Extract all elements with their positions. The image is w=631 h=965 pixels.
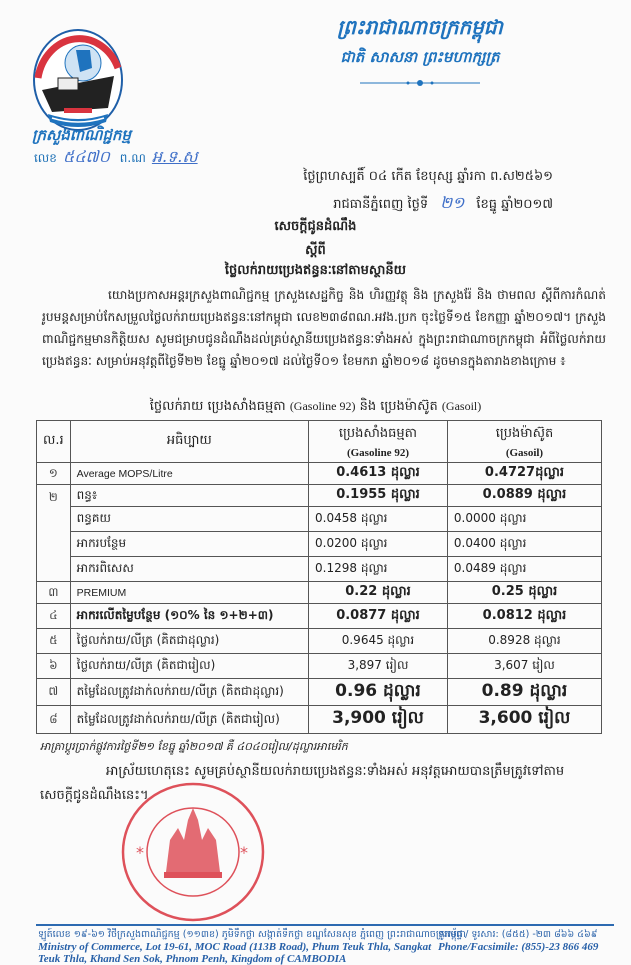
row-gasoil: 0.0400 ដុល្លារ: [447, 532, 601, 557]
footer-divider: [36, 924, 614, 926]
ref-suffix-label: ព.ណ: [119, 151, 146, 165]
row-gasoil: 3,600 រៀល: [447, 706, 601, 734]
row-gasoil: 0.0489 ដុល្លារ: [447, 557, 601, 582]
row-gasoil: 0.0000 ដុល្លារ: [447, 507, 601, 532]
header-gasoil-kh: ប្រេងម៉ាស៊ូត: [495, 425, 554, 441]
caption-gasoil-en: (Gasoil): [441, 399, 482, 413]
row-gasoline: 0.96 ដុល្លារ: [309, 679, 448, 706]
row-desc: តម្លៃដែលត្រូវដាក់លក់រាយ/លីត្រ (គិតជាដុល្លារ): [70, 679, 308, 706]
row-gasoline: 0.4613 ដុល្លារ: [309, 463, 448, 485]
row-gasoline: 0.0200 ដុល្លារ: [309, 532, 448, 557]
place-day-label: រាជធានីភ្នំពេញ ថ្ងៃទី: [333, 197, 429, 212]
row-gasoline: 3,897 រៀល: [309, 654, 448, 679]
row-gasoil: 0.25 ដុល្លារ: [447, 582, 601, 604]
row-gasoline: 0.0877 ដុល្លារ: [309, 604, 448, 629]
row-no: ៣: [37, 582, 71, 604]
ref-label: លេខ: [34, 151, 57, 165]
row-gasoline: 0.22 ដុល្លារ: [309, 582, 448, 604]
kingdom-heading: ព្រះរាជាណាចក្រកម្ពុជា: [337, 15, 503, 39]
reference-number: [34, 146, 204, 170]
caption-gasoline-en: (Gasoline 92): [289, 399, 356, 413]
row-gasoline: 0.1298 ដុល្លារ: [309, 557, 448, 582]
table-row: [37, 679, 602, 706]
header-gasoline: [309, 421, 448, 463]
day-handwritten: ២១: [440, 193, 465, 212]
caption-gasoil-kh: ប្រេងម៉ាស៊ូត: [380, 399, 438, 414]
row-gasoline: 0.9645 ដុល្លារ: [309, 629, 448, 654]
ref-suffix-handwritten: អ.ទ.ស: [151, 147, 198, 166]
row-gasoil: 0.8928 ដុល្លារ: [447, 629, 601, 654]
footer-address-kh: ឡូត៍លេខ ១៩-៦១ វិថីក្រសួងពាណិជ្ជកម្ម (១១៣ខ) ភូមិទឹកថ្លា សង្កាត់ទឹកថ្លា ខណ្ឌសែនសុខ ភ្នំពេញ ព្រះរាជាណាចក្រកម្ពុជា: [38, 929, 466, 940]
body-paragraph: យោងប្រកាសអន្តរក្រសួងពាណិជ្ជកម្ម ក្រសួងសេដ្ឋកិច្ច និង ហិរញ្ញវត្ថុ និង ក្រសួងរ៉ែ និង ថាមពល ស្តីពីការកំណត់រូបមន្តសម្រាប់កែសម្រួលថ្លៃលក់រាយប្រេងឥន្ធនៈនៅកម្ពុជា លេខ២៣៨ពណ.អវង.ប្រក ចុះថ្ងៃទី១៥ ខែកញ្ញា ឆ្នាំ២០១៧។ ក្រសួងពាណិជ្ជកម្មមានកិត្តិយស សូមជម្រាបជូនដំណឹងដល់គ្រប់ស្ថានីយប្រេងឥន្ធនៈទាំងអស់ ក្នុងព្រះរាជាណាចក្រកម្ពុជា អំពីថ្លៃលក់រាយប្រេងឥន្ធនៈ សម្រាប់អនុវត្តពីថ្ងៃទី២២ ខែធ្នូ ឆ្នាំ២០១៧ ដល់ថ្ងៃទី០១ ខែមករា ឆ្នាំ២០១៨ ដូចមានក្នុងតារាងខាងក្រោម ៖: [42, 288, 606, 368]
row-no: ២: [37, 485, 71, 582]
caption-and: និង: [359, 399, 377, 414]
row-gasoil: 0.89 ដុល្លារ: [447, 679, 601, 706]
row-desc: អាករបន្ថែម: [70, 532, 308, 557]
row-desc: ពន្ធគយ: [70, 507, 308, 532]
footer-phone-kh: ទូរស័ព្ទ / ទូរសារ: (៨៥៥) -២៣ ៨៦៦ ៤៦៩: [438, 929, 598, 940]
svg-text:*: *: [240, 843, 248, 862]
table-header-row: [37, 421, 602, 463]
ref-number-handwritten: ៥៤៧០: [62, 147, 110, 166]
footer-address-en-line2: Teuk Thla, Khand Sen Sok, Phnom Penh, Kingdom of CAMBODIA: [38, 953, 347, 965]
row-gasoline: 0.1955 ដុល្លារ: [309, 485, 448, 507]
header-gasoline-en: (Gasoline 92): [346, 446, 409, 459]
row-desc: PREMIUM: [70, 582, 308, 604]
table-row: [37, 463, 602, 485]
row-desc: Average MOPS/Litre: [70, 463, 308, 485]
fuel-price-table: [36, 420, 602, 734]
row-gasoil: 0.0812 ដុល្លារ: [447, 604, 601, 629]
row-no: ៦: [37, 654, 71, 679]
table-row: [37, 507, 602, 532]
row-gasoline: 0.0458 ដុល្លារ: [309, 507, 448, 532]
row-no: ៥: [37, 629, 71, 654]
row-desc: តម្លៃដែលត្រូវដាក់លក់រាយ/លីត្រ (គិតជារៀល): [70, 706, 308, 734]
lunar-date: ថ្ងៃព្រហស្បតិ៍ ០៤ កើត ខែបុស្ស ឆ្នាំរកា ព.ស២៥៦១: [303, 169, 553, 184]
header-desc: អធិប្បាយ: [70, 421, 308, 463]
header-gasoline-kh: ប្រេងសាំងធម្មតា: [338, 425, 418, 441]
row-no: ១: [37, 463, 71, 485]
table-row: [37, 557, 602, 582]
issue-date: [333, 192, 553, 216]
official-stamp-icon: [118, 780, 268, 925]
header-gasoil-en: (Gasoil): [505, 446, 544, 459]
table-row: [37, 582, 602, 604]
row-gasoil: 0.4727ដុល្លារ: [447, 463, 601, 485]
table-row: [37, 604, 602, 629]
footer-phone-en: Phone/Facsimile: (855)-23 866 469: [438, 941, 599, 953]
ornament-divider-icon: [360, 78, 480, 88]
row-desc: ថ្លៃលក់រាយ/លីត្រ (គិតជារៀល): [70, 654, 308, 679]
table-row: [37, 654, 602, 679]
table-row: [37, 706, 602, 734]
caption-gasoline-kh: ថ្លៃលក់រាយ ប្រេងសាំងធម្មតា: [149, 399, 286, 414]
table-row: [37, 532, 602, 557]
ministry-logo-icon: [28, 28, 128, 138]
row-desc: អាករពិសេស: [70, 557, 308, 582]
exchange-rate-footnote: អាត្រាប្តូរប្រាក់ផ្លូវការថ្ងៃទី២១ ខែធ្នូ ឆ្នាំ២០១៧ គឺ ៤០៤០រៀល/ដុល្លារអាមេរិក: [40, 740, 348, 753]
table-row: [37, 485, 602, 507]
row-no: ៤: [37, 604, 71, 629]
row-no: ៧: [37, 679, 71, 706]
table-row: [37, 629, 602, 654]
row-gasoil: 0.0889 ដុល្លារ: [447, 485, 601, 507]
row-desc: អាករលើតម្លៃបន្ថែម (១០% នៃ ១+២+៣): [70, 604, 308, 629]
row-desc: ពន្ធ៖: [70, 485, 308, 507]
closing-paragraph: អាស្រ័យហេតុនេះ សូមគ្រប់ស្ថានីយលក់រាយប្រេងឥន្ធនៈទាំងអស់ អនុវត្តអោយបានត្រឹមត្រូវទៅតាមសេចក្តីជូនដំណឹងនេះ។: [40, 764, 565, 803]
ministry-name: ក្រសួងពាណិជ្ជកម្ម: [32, 126, 131, 144]
about-label: ស្តីពី: [305, 243, 326, 258]
footer-address-en-line1: Ministry of Commerce, Lot 19-61, MOC Road (113B Road), Phum Teuk Thla, Sangkat: [38, 941, 432, 953]
header-no: ល.រ: [37, 421, 71, 463]
table-caption: [0, 398, 631, 417]
row-gasoline: 3,900 រៀល: [309, 706, 448, 734]
month-year: ខែធ្នូ ឆ្នាំ២០១៧: [476, 197, 553, 212]
row-desc: ថ្លៃលក់រាយ/លីត្រ (គិតជាដុល្លារ): [70, 629, 308, 654]
row-gasoil: 3,607 រៀល: [447, 654, 601, 679]
subject-title: ថ្លៃលក់រាយប្រេងឥន្ធនៈនៅតាមស្ថានីយ: [224, 263, 407, 278]
row-no: ៨: [37, 706, 71, 734]
notice-title: សេចក្តីជូនដំណឹង: [274, 219, 357, 234]
svg-text:*: *: [136, 843, 144, 862]
header-gasoil: [447, 421, 601, 463]
national-motto: ជាតិ សាសនា ព្រះមហាក្សត្រ: [340, 48, 500, 66]
